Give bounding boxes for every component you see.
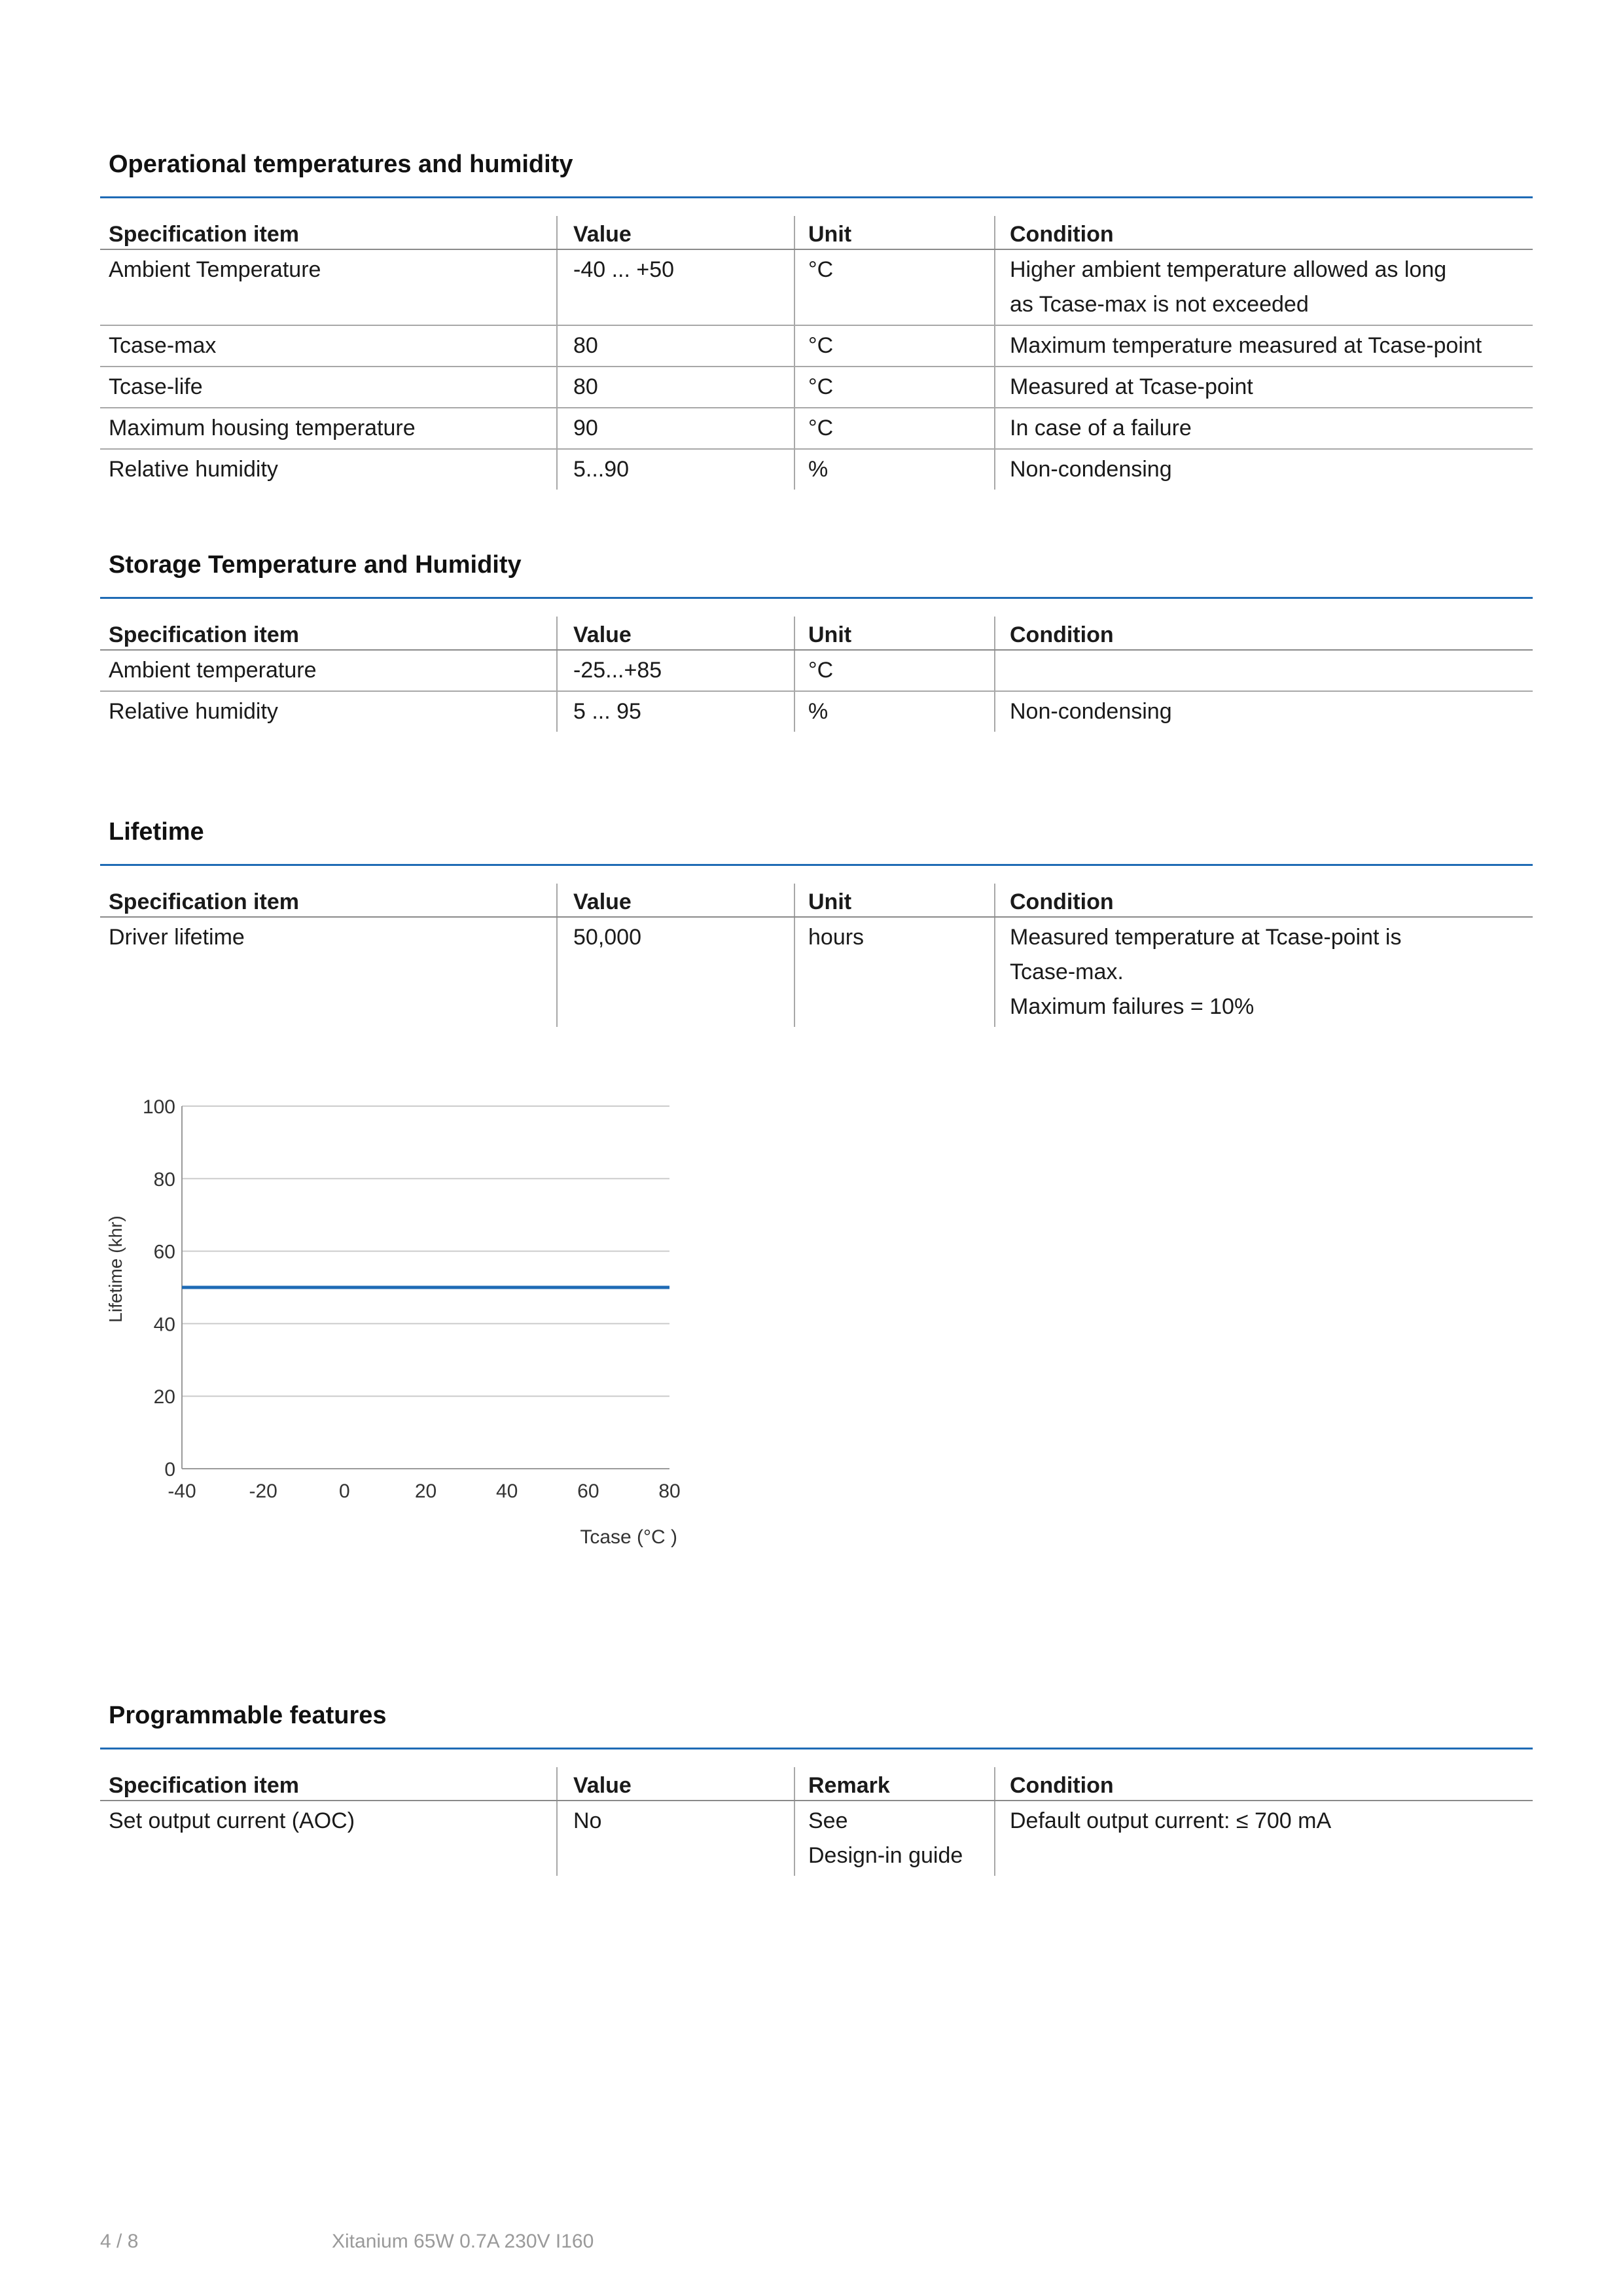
cell-line: Non-condensing (1010, 699, 1172, 724)
cell-condition (995, 367, 1533, 408)
chart-labels (105, 1096, 681, 1548)
section-title: Storage Temperature and Humidity (109, 551, 522, 579)
x-tick-label: -20 (249, 1480, 277, 1502)
product-name: Xitanium 65W 0.7A 230V I160 (332, 2231, 594, 2252)
table-row (100, 917, 1533, 1027)
cell-value: -40 ... +50 (557, 249, 794, 325)
cell-line: Maximum temperature measured at Tcase-point (1010, 333, 1482, 358)
x-axis-label: Tcase (°C ) (580, 1526, 677, 1548)
cell-item: Tcase-life (100, 367, 557, 408)
section-rule (100, 597, 1533, 599)
cell-unit: hours (794, 917, 995, 1027)
column-header: Condition (995, 884, 1533, 917)
section-rule (100, 1748, 1533, 1749)
cell-unit: % (794, 449, 995, 490)
cell-line: as Tcase-max is not exceeded (1010, 292, 1309, 317)
cell-item: Ambient temperature (100, 650, 557, 691)
cell-condition (995, 325, 1533, 367)
column-header: Specification item (100, 1767, 557, 1801)
column-header: Value (557, 884, 794, 917)
x-tick-label: 80 (658, 1480, 681, 1502)
cell-condition (995, 691, 1533, 732)
cell-item: Driver lifetime (109, 925, 245, 950)
cell-item: Tcase-max (100, 325, 557, 367)
x-tick-label: 20 (414, 1480, 437, 1502)
y-tick-label: 40 (153, 1314, 175, 1336)
cell-item: Ambient Temperature (100, 249, 557, 325)
column-header: Specification item (100, 617, 557, 650)
column-header: Condition (995, 1767, 1533, 1801)
cell-condition (995, 249, 1533, 325)
column-header: Condition (995, 216, 1533, 249)
column-header: Value (557, 216, 794, 249)
cell-value: 90 (557, 408, 794, 449)
x-tick-label: -40 (168, 1480, 196, 1502)
column-header: Unit (794, 617, 995, 650)
page-number: 4 / 8 (100, 2231, 139, 2252)
cell-item: Maximum housing temperature (100, 408, 557, 449)
x-tick-label: 0 (338, 1480, 350, 1502)
cell-line: See (808, 1808, 848, 1833)
cell-line: Measured temperature at Tcase-point is (1010, 925, 1402, 950)
cell-line: Tcase-max. (1010, 960, 1124, 984)
cell-value: 80 (557, 367, 794, 408)
section-title: Lifetime (109, 818, 204, 846)
column-header: Specification item (100, 216, 557, 249)
cell-condition (995, 1801, 1533, 1876)
table-row (100, 650, 1533, 691)
table-row (100, 249, 1533, 325)
cell-line: Non-condensing (1010, 457, 1172, 482)
cell-condition (995, 650, 1533, 691)
cell-condition (995, 449, 1533, 490)
table-row (100, 691, 1533, 732)
cell-line: Higher ambient temperature allowed as long (1010, 257, 1447, 282)
x-tick-label: 40 (495, 1480, 518, 1502)
storage-table (100, 617, 1533, 732)
table-row (100, 408, 1533, 449)
lifetime-table (100, 884, 1533, 1027)
operational-table (100, 216, 1533, 490)
cell-unit: °C (794, 367, 995, 408)
cell-item: Relative humidity (109, 699, 278, 724)
cell-value: 50,000 (557, 917, 794, 1027)
cell-unit: °C (794, 325, 995, 367)
cell-condition (995, 408, 1533, 449)
y-tick-label: 100 (142, 1096, 175, 1118)
table-row (100, 1801, 1533, 1876)
column-header: Value (557, 1767, 794, 1801)
chart-grid (182, 1106, 669, 1396)
y-tick-label: 20 (153, 1386, 175, 1408)
cell-unit: % (794, 691, 995, 732)
y-tick-label: 60 (153, 1241, 175, 1263)
cell-unit: °C (794, 249, 995, 325)
column-header: Remark (794, 1767, 995, 1801)
column-header: Value (557, 617, 794, 650)
section-rule (100, 196, 1533, 198)
cell-value: 80 (557, 325, 794, 367)
cell-unit: °C (794, 408, 995, 449)
cell-value: 5 ... 95 (557, 691, 794, 732)
section-title: Programmable features (109, 1702, 387, 1729)
cell-line: Maximum failures = 10% (1010, 994, 1255, 1019)
programmable-table (100, 1767, 1533, 1876)
cell-value: -25...+85 (557, 650, 794, 691)
table-row (100, 325, 1533, 367)
y-tick-label: 80 (153, 1168, 175, 1191)
cell-line: Design-in guide (808, 1843, 963, 1868)
cell-condition (995, 917, 1533, 1027)
column-header: Condition (995, 617, 1533, 650)
column-header: Specification item (100, 884, 557, 917)
cell-line: In case of a failure (1010, 416, 1192, 440)
column-header: Unit (794, 884, 995, 917)
y-tick-label: 0 (164, 1459, 175, 1480)
cell-unit: °C (794, 650, 995, 691)
cell-item: Set output current (AOC) (109, 1808, 355, 1833)
cell-line: Default output current: ≤ 700 mA (1010, 1808, 1332, 1833)
column-header: Unit (794, 216, 995, 249)
lifetime-chart (98, 1086, 720, 1577)
x-tick-label: 60 (577, 1480, 599, 1502)
cell-unit (794, 1801, 995, 1876)
cell-value: 5...90 (557, 449, 794, 490)
cell-line: Measured at Tcase-point (1010, 374, 1253, 399)
table-row (100, 449, 1533, 490)
cell-item: Relative humidity (109, 457, 278, 482)
cell-value: No (557, 1801, 794, 1876)
table-row (100, 367, 1533, 408)
section-title: Operational temperatures and humidity (109, 151, 573, 178)
section-rule (100, 864, 1533, 866)
y-axis-label: Lifetime (khr) (105, 1215, 126, 1323)
